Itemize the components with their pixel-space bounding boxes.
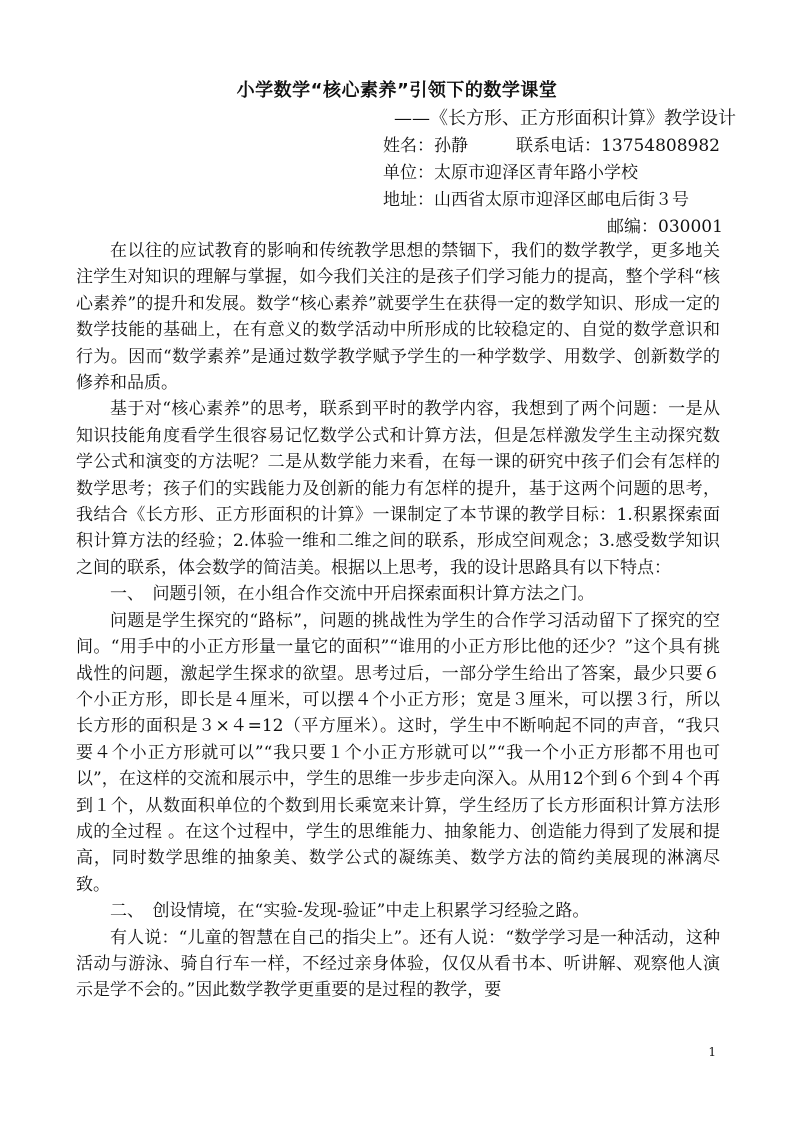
- document-title: 小学数学“核心素养”引领下的数学课堂: [236, 80, 558, 101]
- author-name: 姓名：孙静: [383, 136, 468, 156]
- author-address: 地址：山西省太原市迎泽区邮电后街３号: [383, 190, 689, 210]
- paragraph: 有人说：“儿童的智慧在自己的指尖上”。还有人说：“数学学习是一种活动，这种活动与游泳、骑自行车一样，不经过亲身体验，仅仅从看书本、听讲解、观察他人演示是学不会的。”因此数学教学更重要的是过程的教学，要: [76, 927, 720, 1001]
- paragraph: 问题是学生探究的“路标”，问题的挑战性为学生的合作学习活动留下了探究的空间。“用手中的小正方形量一量它的面积”“谁用的小正方形比他的还少？”这个具有挑战性的问题，激起学生探求的欲望。思考过后，一部分学生给出了答案，最少只要６个小正方形，即长是４厘米，可以摆４个小正方形；宽是３厘米，可以摆３行，所以长方形的面积是３×４=12（平方厘米）。这时，学生中不断响起不同的声音，“我只要４个小正方形就可以”“我只要１个小正方形就可以”“我一个小正方形都不用也可以”，在这样的交流和展示中，学生的思维一步步走向深入。从用12个到６个到４个再到１个，从数面积单位的个数到用长乘宽来计算，学生经历了长方形面积计算方法形成的全过程 。在这个过程中，学生的思维能力、抽象能力、创造能力得到了发展和提高，同时数学思维的抽象美、数学公式的凝练美、数学方法的简约美展现的淋漓尽致。: [76, 610, 720, 895]
- paragraph: 在以往的应试教育的影响和传统教学思想的禁锢下，我们的数学教学，更多地关注学生对知识的理解与掌握，如今我们关注的是孩子们学习能力的提高，整个学科“核心素养”的提升和发展。数学“核心素养”就要学生在获得一定的数学知识、形成一定的数学技能的基础上，在有意义的数学活动中所形成的比较稳定的、自觉的数学意识和行为。因而“数学素养”是通过数学教学赋予学生的一种学数学、用数学、创新数学的修养和品质。: [76, 241, 720, 394]
- section-heading: 一、 问题引领，在小组合作交流中开启探索面积计算方法之门。: [110, 584, 595, 605]
- paragraph: 基于对“核心素养”的思考，联系到平时的教学内容，我想到了两个问题：一是从知识技能角度看学生很容易记忆数学公式和计算方法，但是怎样激发学生主动探究数学公式和演变的方法呢？二是从数学能力来看，在每一课的研究中孩子们会有怎样的数学思考；孩子们的实践能力及创新的能力有怎样的提升，基于这两个问题的思考，我结合《长方形、正方形面积的计算》一课制定了本节课的教学目标：1.积累探索面积计算方法的经验；2.体验一维和二维之间的联系，形成空间观念；3.感受数学知识之间的联系，体会数学的简洁美。根据以上思考，我的设计思路具有以下特点：: [76, 399, 720, 578]
- author-contact-line: [383, 131, 720, 156]
- section-heading: 二、 创设情境，在“实验-发现-验证”中走上积累学习经验之路。: [110, 901, 590, 922]
- document-subtitle: ——《长方形、正方形面积计算》教学设计: [394, 108, 736, 129]
- page-number: 1: [708, 1045, 716, 1059]
- document-body: [76, 238, 720, 1004]
- author-unit: 单位：太原市迎泽区青年路小学校: [383, 163, 638, 183]
- author-postcode: 邮编：030001: [607, 217, 723, 237]
- author-phone: 联系电话：13754808982: [516, 136, 720, 156]
